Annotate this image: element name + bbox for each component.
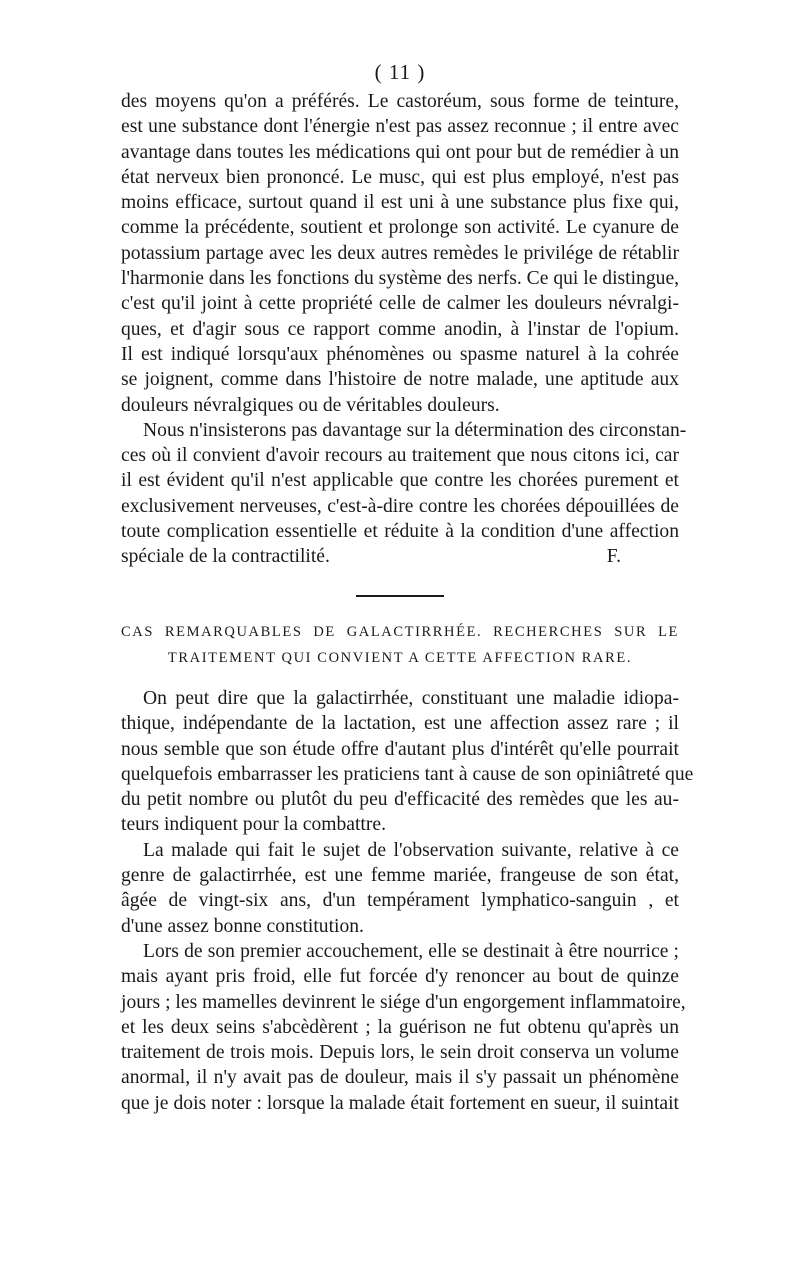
text-line: thique, indépendante de la lactation, est une affection assez rare ; il [121,713,679,735]
page-number: ( 11 ) [374,60,426,84]
text-line: se joignent, comme dans l'histoire de notre malade, une aptitude aux [121,369,679,391]
text-line: mais ayant pris froid, elle fut forcée d'y renoncer au bout de quinze [121,966,679,988]
text-line: anormal, il n'y avait pas de douleur, mais il s'y passait un phénomène [121,1067,679,1089]
article-galactirrhee-body [121,686,694,1116]
text-line: Lors de son premier accouchement, elle se destinait à être nourrice ; [143,940,679,962]
heading-line-2: TRAITEMENT QUI CONVIENT A CETTE AFFECTION RARE. [167,650,633,666]
text-line: exclusivement nerveuses, c'est-à-dire contre les chorées dépouillées de [121,495,679,517]
text-line: quelquefois embarrasser les praticiens tant à cause de son opiniâtreté que [121,763,694,785]
text-line: et les deux seins s'abcèdèrent ; la guérison ne fut obtenu qu'après un [121,1016,679,1038]
text-line: âgée de vingt-six ans, d'un tempérament lymphatico-sanguin , et [121,890,679,912]
text-line: comme la précédente, soutient et prolonge son activité. Le cyanure de [121,217,679,239]
heading-line-1: CAS REMARQUABLES DE GALACTIRRHÉE. RECHERCHES SUR LE [121,624,679,640]
text-line: jours ; les mamelles devinrent le siége d'un engorgement inflammatoire, [121,991,686,1013]
final-line-text: spéciale de la contractilité. [121,546,330,568]
text-line: des moyens qu'on a préférés. Le castoréum, sous forme de teinture, [121,91,679,112]
article-choree-conclusion [121,89,687,570]
article-heading [121,619,679,671]
text-line: potassium partage avec les deux autres remèdes le privilége de rétablir [121,242,679,264]
text-line: est une substance dont l'énergie n'est pas assez reconnue ; il entre avec [121,116,679,138]
text-line: genre de galactirrhée, est une femme mariée, frangeuse de son état, [121,865,679,887]
text-line: ces où il convient d'avoir recours au traitement que nous citons ici, car [121,445,679,467]
author-signature: F. [606,546,621,568]
text-line: état nerveux bien prononcé. Le musc, qui est plus employé, n'est pas [121,166,679,188]
text-line: nous semble que son étude offre d'autant plus d'intérêt qu'elle pourrait [121,738,679,760]
text-line: toute complication essentielle et réduite à la condition d'une affection [121,521,679,543]
text-line: avantage dans toutes les médications qui ont pour but de remédier à un [121,141,679,163]
text-line: c'est qu'il joint à cette propriété celle de calmer les douleurs névralgi- [121,293,679,315]
text-line: traitement de trois mois. Depuis lors, le sein droit conserva un volume [121,1042,679,1064]
text-line: Nous n'insisterons pas davantage sur la détermination des circonstan- [143,419,687,441]
text-line: il est évident qu'il n'est applicable que contre les chorées purement et [121,470,679,492]
text-line: ques, et d'agir sous ce rapport comme anodin, à l'instar de l'opium. [121,318,679,340]
text-line: d'une assez bonne constitution. [121,915,364,937]
text-line: Il est indiqué lorsqu'aux phénomènes ou spasme naturel à la cohrée [121,343,679,365]
text-line: La malade qui fait le sujet de l'observation suivante, relative à ce [143,839,679,861]
text-line: l'harmonie dans les fonctions du système des nerfs. Ce qui le distingue, [121,268,680,290]
section-divider-rule [356,595,444,597]
text-line: moins efficace, surtout quand il est uni à une substance plus fixe qui, [121,192,679,214]
text-line: du petit nombre ou plutôt du peu d'efficacité des remèdes que les au- [121,789,679,811]
text-line: teurs indiquent pour la combattre. [121,814,386,836]
text-line: On peut dire que la galactirrhée, constituant une maladie idiopa- [143,688,679,709]
text-line: que je dois noter : lorsque la malade était fortement en sueur, il suintait [121,1092,679,1114]
text-line: douleurs névralgiques ou de véritables douleurs. [121,394,500,416]
text-line [121,544,679,569]
